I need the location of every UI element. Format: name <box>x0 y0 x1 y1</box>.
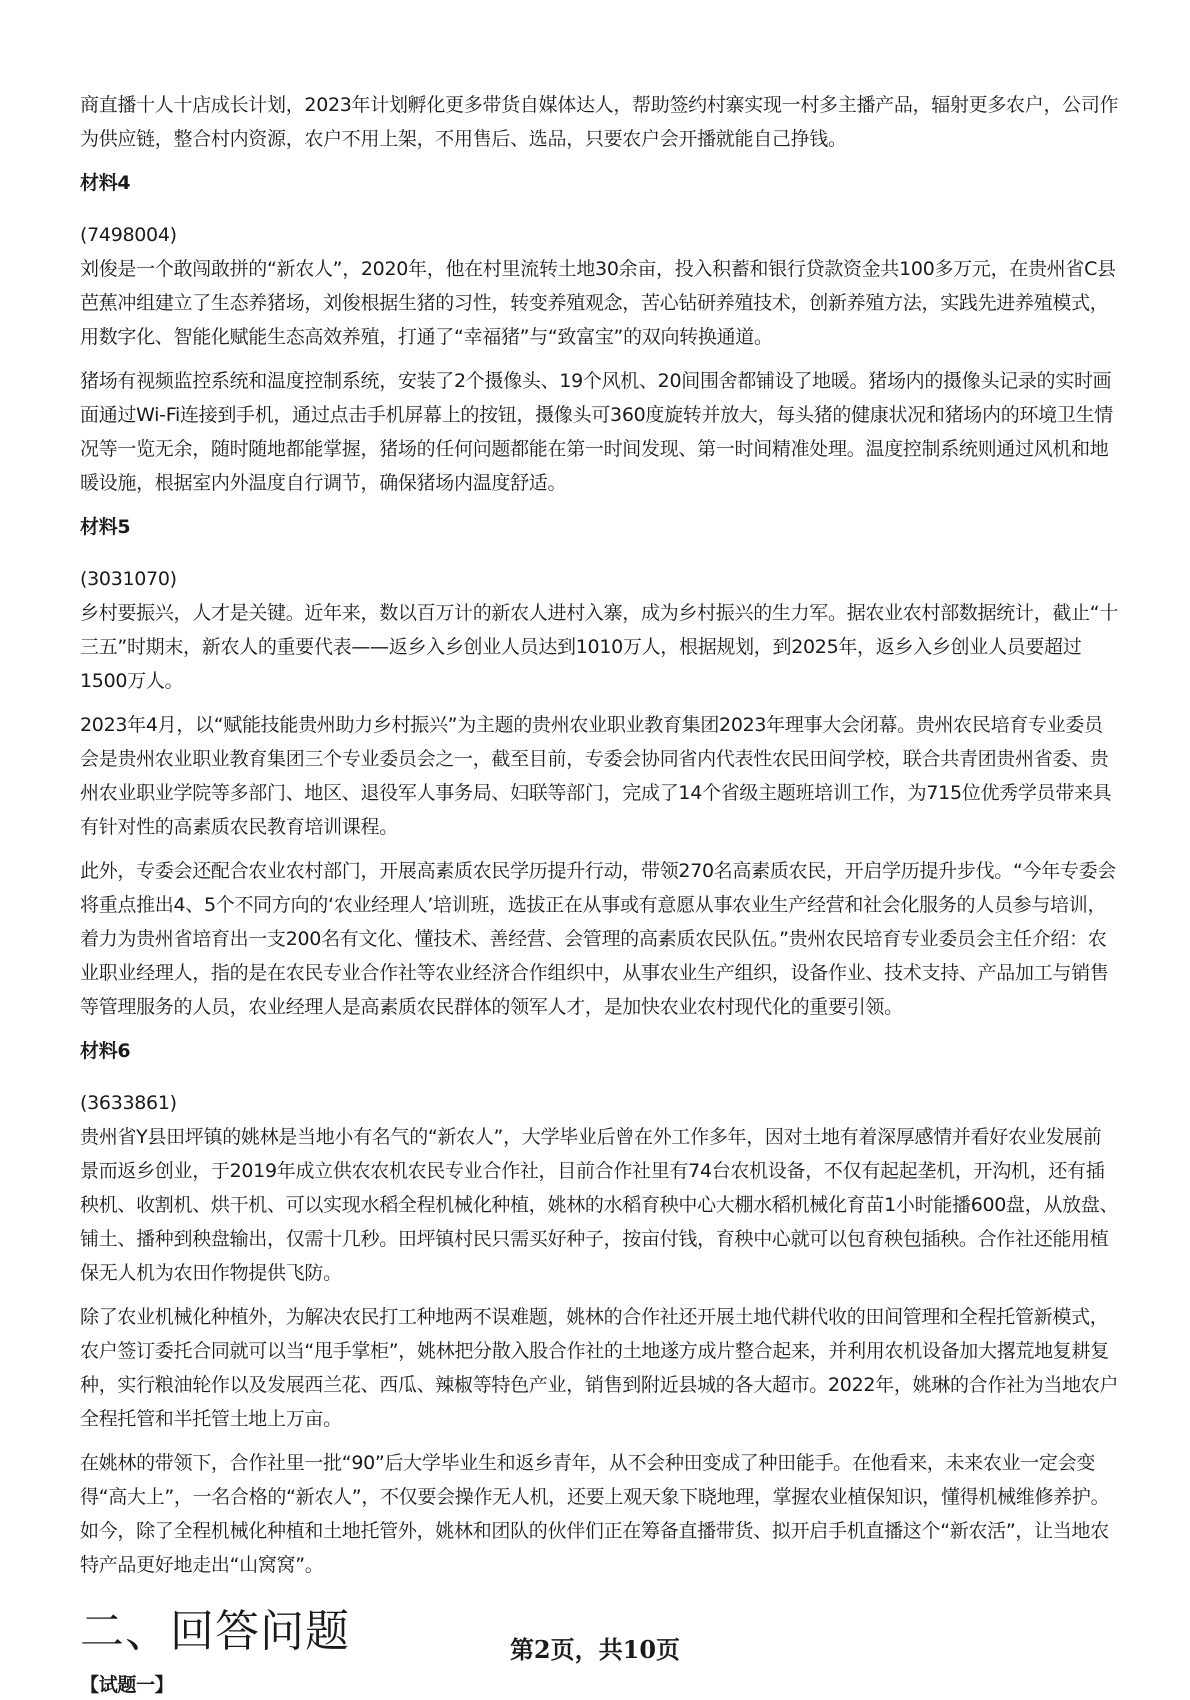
section-title: 二、回答问题 <box>80 1606 350 1657</box>
material3-tail-paragraph: 商直播十人十店成长计划，2023年计划孵化更多带货自媒体达人，帮助签约村寨实现一村多主播产品，辐射更多农户，公司作为供应链，整合村内资源，农户不用上架，不用售后、选品，只要农户会开播就能自己挣钱。 <box>80 94 1119 150</box>
material5-code: (3031070) <box>80 568 177 590</box>
page-number-footer: 第2页，共10页 <box>509 1635 681 1664</box>
material4-heading: 材料4 <box>80 172 131 194</box>
material6-paragraph-1: 贵州省Y县田坪镇的姚林是当地小有名气的“新农人”，大学毕业后曾在外工作多年，因对土地有着深厚感情并看好农业发展前景而返乡创业，于2019年成立供农农机农民专业合作社，目前合作社里有74台农机设备，不仅有起起垄机，开沟机，还有插秧机、收割机、烘干机、可以实现水稻全程机械化种植，姚林的水稻育秧中心大棚水稻机械化育苗1小时能播600盘，从放盘、铺土、播种到秧盘输出，仅需十几秒。田坪镇村民只需买好种子，按亩付钱，育秧中心就可以包育秧包插秧。合作社还能用植保无人机为农田作物提供飞防。 <box>80 1126 1119 1284</box>
material4-paragraph-2: 猪场有视频监控系统和温度控制系统，安装了2个摄像头、19个风机、20间围舍都铺设了地暖。猪场内的摄像头记录的实时画面通过Wi-Fi连接到手机，通过点击手机屏幕上的按钮，摄像头可360度旋转并放大，每头猪的健康状况和猪场内的环境卫生情况等一览无余，随时随地都能掌握，猪场的任何问题都能在第一时间发现、第一时间精准处理。温度控制系统则通过风机和地暖设施，根据室内外温度自行调节，确保猪场内温度舒适。 <box>80 370 1113 494</box>
material6-code: (3633861) <box>80 1092 177 1114</box>
material4-paragraph-1: 刘俊是一个敢闯敢拼的“新农人”，2020年，他在村里流转土地30余亩，投入积蓄和银行贷款资金共100多万元，在贵州省C县芭蕉冲组建立了生态养猪场，刘俊根据生猪的习性，转变养殖观念，苦心钻研养殖技术，创新养殖方法，实践先进养殖模式，用数字化、智能化赋能生态高效养殖，打通了“幸福猪”与“致富宝”的双向转换通道。 <box>80 258 1116 348</box>
material5-paragraph-3: 此外，专委会还配合农业农村部门，开展高素质农民学历提升行动，带领270名高素质农民，开启学历提升步伐。“今年专委会将重点推出4、5个不同方向的‘农业经理人’培训班，选拔正在从事或有意愿从事农业生产经营和社会化服务的人员参与培训，着力为贵州省培育出一支200名有文化、懂技术、善经营、会管理的高素质农民队伍。”贵州农民培育专业委员会主任介绍：农业职业经理人，指的是在农民专业合作社等农业经济合作组织中，从事农业生产组织，设备作业、技术支持、产品加工与销售等管理服务的人员，农业经理人是高素质农民群体的领军人才，是加快农业农村现代化的重要引领。 <box>80 860 1117 1018</box>
material6-heading: 材料6 <box>80 1040 131 1062</box>
material4-code: (7498004) <box>80 224 177 246</box>
material5-paragraph-2: 2023年4月，以“赋能技能贵州助力乡村振兴”为主题的贵州农业职业教育集团2023年理事大会闭幕。贵州农民培育专业委员会是贵州农业职业教育集团三个专业委员会之一，截至目前，专委会协同省内代表性农民田间学校，联合共青团贵州省委、贵州农业职业学院等多部门、地区、退役军人事务局、妇联等部门，完成了14个省级主题班培训工作，为715位优秀学员带来具有针对性的高素质农民教育培训课程。 <box>80 714 1112 838</box>
question-label: 【试题一】 <box>80 1674 174 1696</box>
material6-paragraph-3: 在姚林的带领下，合作社里一批“90”后大学毕业生和返乡青年，从不会种田变成了种田能手。在他看来，未来农业一定会变得“高大上”，一名合格的“新农人”，不仅要会操作无人机，还要上观天象下晓地理，掌握农业植保知识，懂得机械维修养护。如今，除了全程机械化种植和土地托管外，姚林和团队的伙伴们正在筹备直播带货、拟开启手机直播这个“新农活”，让当地农特产品更好地走出“山窝窝”。 <box>80 1452 1110 1576</box>
material5-heading: 材料5 <box>80 516 131 538</box>
document-page <box>80 88 1120 1700</box>
material5-paragraph-1: 乡村要振兴，人才是关键。近年来，数以百万计的新农人进村入寨，成为乡村振兴的生力军。据农业农村部数据统计，截止“十三五”时期末，新农人的重要代表——返乡入乡创业人员达到1010万人，根据规划，到2025年，返乡入乡创业人员要超过1500万人。 <box>80 602 1119 692</box>
material6-paragraph-2: 除了农业机械化种植外，为解决农民打工种地两不误难题，姚林的合作社还开展土地代耕代收的田间管理和全程托管新模式，农户签订委托合同就可以当“甩手掌柜”，姚林把分散入股合作社的土地遂方成片整合起来，并利用农机设备加大撂荒地复耕复种，实行粮油轮作以及发展西兰花、西瓜、辣椒等特色产业，销售到附近县城的各大超市。2022年，姚琳的合作社为当地农户全程托管和半托管土地上万亩。 <box>80 1306 1119 1430</box>
